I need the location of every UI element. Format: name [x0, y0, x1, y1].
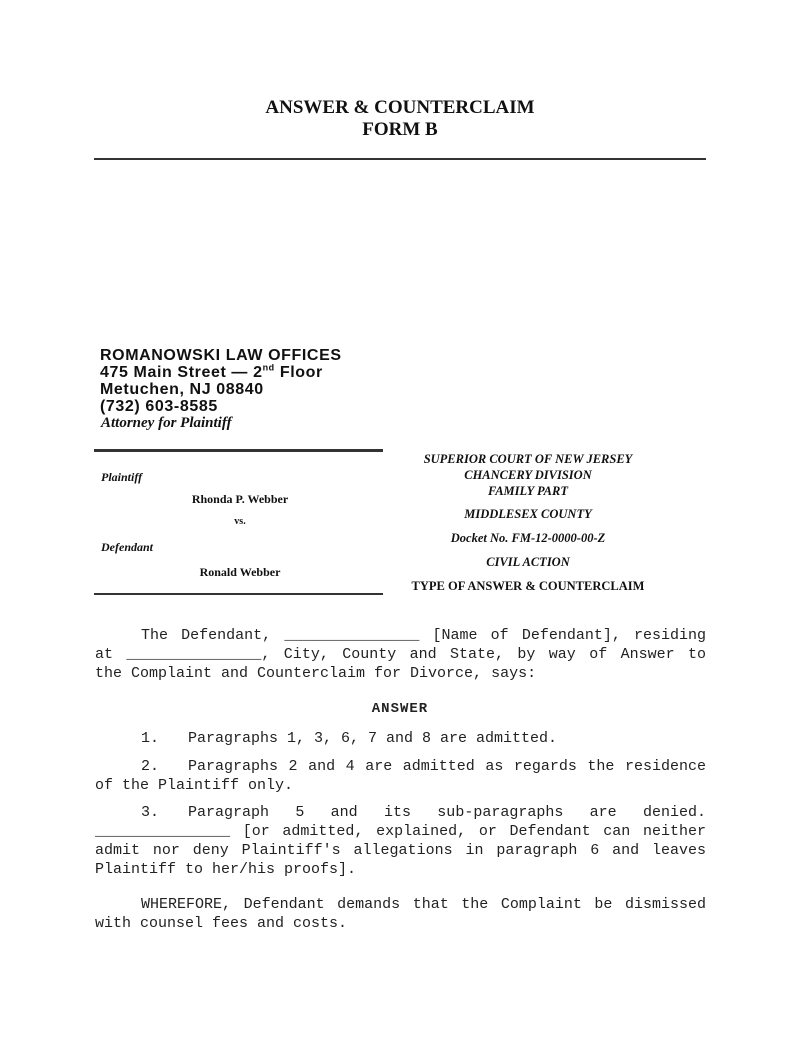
court-county: MIDDLESEX COUNTY	[464, 507, 592, 521]
paragraph-line: Plaintiff to her/his proofs].	[95, 861, 357, 878]
pleading-type: TYPE OF ANSWER & COUNTERCLAIM	[411, 579, 645, 593]
answer-heading: ANSWER	[371, 701, 429, 717]
civil-action: CIVIL ACTION	[486, 555, 570, 569]
paragraph-number: 2.	[141, 758, 160, 775]
caption-bottom-rule	[94, 593, 383, 595]
defendant-name: Ronald Webber	[199, 565, 281, 579]
court-division: CHANCERY DIVISION	[464, 468, 592, 482]
versus: vs.	[234, 516, 246, 527]
court-part: FAMILY PART	[488, 484, 568, 498]
street-sup: nd	[262, 362, 275, 373]
paragraph-line: Paragraph 5 and its sub-paragraphs are denied.	[188, 804, 706, 821]
plaintiff-label: Plaintiff	[101, 470, 143, 484]
paragraph-line: admit nor deny Plaintiff's allegations in paragraph 6 and leaves	[95, 842, 706, 859]
plaintiff-name: Rhonda P. Webber	[191, 492, 289, 506]
document-title: ANSWER & COUNTERCLAIM	[265, 97, 535, 118]
paragraph-number: 1.	[141, 730, 160, 747]
firm-street	[100, 364, 323, 381]
paragraph-line: of the Plaintiff only.	[95, 777, 294, 794]
caption-top-rule	[94, 449, 383, 452]
firm-name: ROMANOWSKI LAW OFFICES	[100, 347, 342, 364]
document-subtitle: FORM B	[362, 119, 438, 140]
wherefore-line: with counsel fees and costs.	[95, 915, 348, 932]
docket-number: Docket No. FM-12-0000-00-Z	[450, 531, 606, 545]
intro-line: the Complaint and Counterclaim for Divorce, says:	[95, 665, 537, 682]
paragraph-line: _______________ [or admitted, explained, or Defendant can neither	[95, 823, 706, 840]
firm-city: Metuchen, NJ 08840	[100, 381, 264, 398]
paragraph-line: Paragraphs 1, 3, 6, 7 and 8 are admitted.	[188, 730, 558, 747]
firm-role: Attorney for Plaintiff	[101, 415, 232, 431]
street-end: Floor	[274, 364, 323, 381]
wherefore-line: WHEREFORE, Defendant demands that the Complaint be dismissed	[141, 896, 706, 913]
court-name: SUPERIOR COURT OF NEW JERSEY	[423, 452, 633, 466]
firm-phone: (732) 603-8585	[100, 398, 218, 415]
paragraph-number: 3.	[141, 804, 160, 821]
defendant-label: Defendant	[101, 540, 153, 554]
intro-line: at _______________, City, County and State, by way of Answer to	[95, 646, 706, 663]
intro-line: The Defendant, _______________ [Name of Defendant], residing	[141, 627, 706, 644]
street-text: 475 Main Street — 2	[100, 364, 263, 381]
title-divider	[94, 158, 706, 160]
paragraph-line: Paragraphs 2 and 4 are admitted as regards the residence	[188, 758, 706, 775]
